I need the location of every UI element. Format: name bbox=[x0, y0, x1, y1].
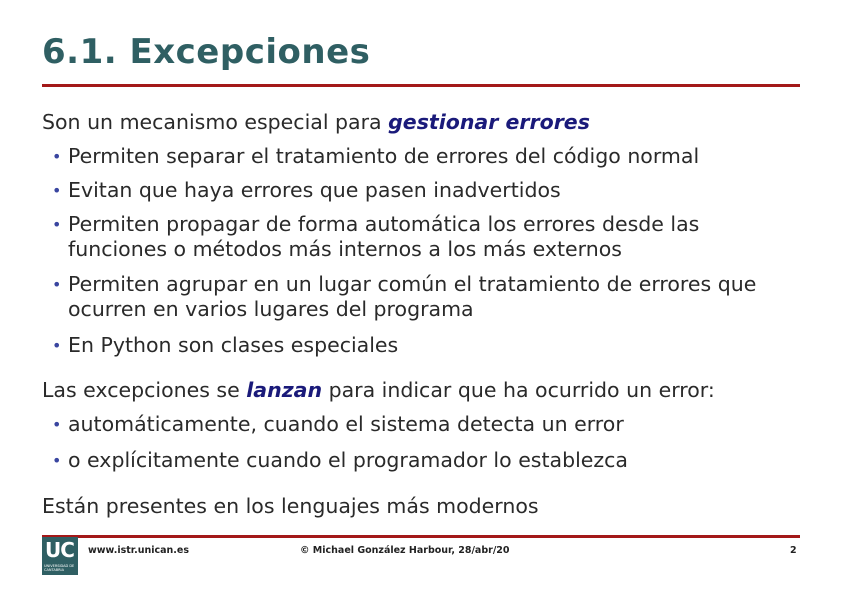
bullet-dot-icon: • bbox=[52, 415, 62, 434]
footer-website: www.istr.unican.es bbox=[88, 545, 190, 556]
bullet-dot-icon: • bbox=[52, 336, 62, 355]
bullet-dot-icon: • bbox=[52, 181, 62, 200]
footer-divider bbox=[42, 535, 800, 538]
bullet-dot-icon: • bbox=[52, 275, 62, 294]
list-item: • Evitan que haya errores que pasen inadvertidos bbox=[52, 178, 561, 202]
intro-prefix: Son un mecanismo especial para bbox=[42, 110, 389, 134]
list-item: • Permiten agrupar en un lugar común el tratamiento de errores que ocurren en varios lugares del programa bbox=[52, 272, 757, 321]
bullet-dot-icon: • bbox=[52, 215, 62, 234]
list-item: • automáticamente, cuando el sistema detecta un error bbox=[52, 412, 624, 436]
list-item: • Permiten propagar de forma automática los errores desde las funciones o métodos más internos a los más externos bbox=[52, 212, 700, 261]
university-logo: UC UNIVERSIDAD DE CANTABRIA bbox=[42, 537, 78, 575]
page-number: 2 bbox=[790, 545, 797, 556]
slide-title: 6.1. Excepciones bbox=[42, 32, 371, 72]
footer-copyright: © Michael González Harbour, 28/abr/20 bbox=[300, 545, 510, 556]
raise-line: Las excepciones se lanzan para indicar que ha ocurrido un error: bbox=[42, 378, 715, 402]
list-item: • o explícitamente cuando el programador lo establezca bbox=[52, 448, 628, 472]
bullet-dot-icon: • bbox=[52, 451, 62, 470]
raise-emphasis: lanzan bbox=[246, 378, 323, 402]
bullet-dot-icon: • bbox=[52, 147, 62, 166]
title-divider bbox=[42, 84, 800, 87]
closing-line: Están presentes en los lenguajes más modernos bbox=[42, 494, 539, 518]
intro-emphasis: gestionar errores bbox=[388, 110, 590, 134]
list-item: • Permiten separar el tratamiento de errores del código normal bbox=[52, 144, 700, 168]
list-item: • En Python son clases especiales bbox=[52, 333, 399, 357]
intro-line bbox=[42, 110, 590, 134]
